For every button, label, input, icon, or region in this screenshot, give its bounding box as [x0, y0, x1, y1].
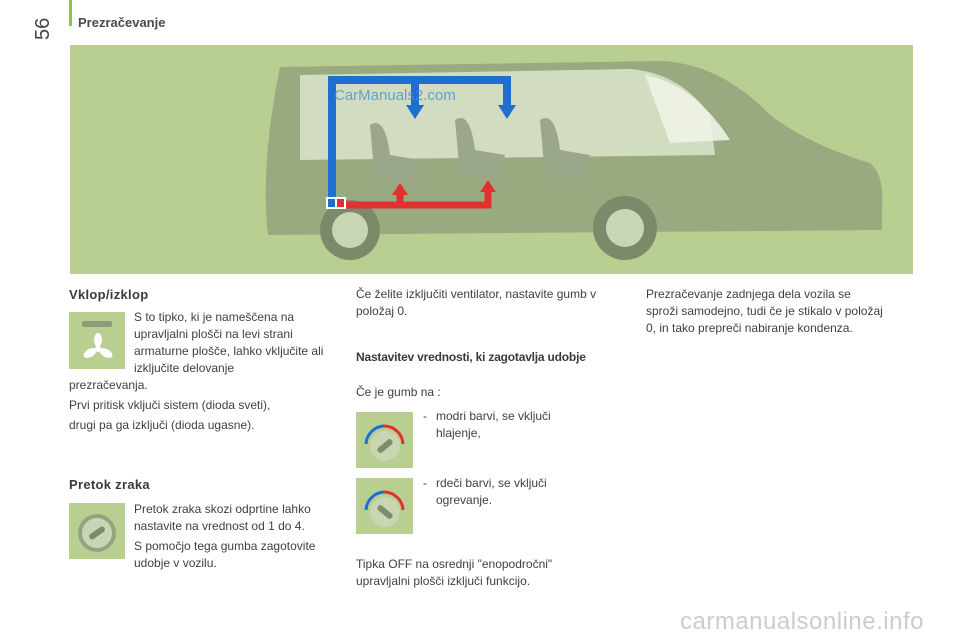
watermark-bottom: carmanualsonline.info	[680, 608, 924, 635]
comfort-title: Nastavitev vrednosti, ki zagotavlja udobje	[356, 350, 586, 364]
fan-icon	[82, 333, 114, 360]
page-number: 56	[32, 17, 54, 40]
knob-red-image	[356, 478, 413, 534]
onoff-second-press: drugi pa ga izključi (dioda ugasne).	[69, 418, 255, 432]
van-ventilation-illustration	[70, 45, 913, 274]
comfort-intro: Če je gumb na :	[356, 385, 441, 399]
airflow-knob-image	[69, 503, 125, 559]
airflow-description: Pretok zraka skozi odprtine lahko nastavite na vrednost od 1 do 4.	[134, 502, 311, 533]
fan-off-instruction: Če želite izključiti ventilator, nastavite gumb v položaj 0.	[356, 287, 597, 318]
led-icon	[82, 321, 112, 327]
onoff-title: Vklop/izklop	[69, 287, 149, 302]
airflow-comfort: S pomočjo tega gumba zagotovite udobje v vozilu.	[134, 539, 316, 570]
watermark-top: CarManuals2.com	[334, 87, 456, 104]
fan-button-image	[69, 312, 125, 369]
rear-ventilation-text: Prezračevanje zadnjega dela vozila se sproži samodejno, tudi če je stikalo v položaj 0, in tako prepreči nabiranje kondenza.	[646, 287, 883, 335]
section-accent-bar	[69, 0, 72, 26]
blue-setting-text: modri barvi, se vključi hlajenje,	[436, 409, 551, 440]
airflow-title: Pretok zraka	[69, 477, 150, 492]
red-setting-text: rdeči barvi, se vključi ogrevanje.	[436, 476, 547, 507]
onoff-description: S to tipko, ki je nameščena na upravljalni plošči na levi strani armaturne plošče, lahko vključite ali izključite delovanje	[134, 310, 324, 375]
knob-blue-image	[356, 412, 413, 468]
onoff-description-cont: prezračevanja.	[69, 378, 148, 392]
off-button-text: Tipka OFF na osrednji "enopodročni" upravljalni plošči izključi funkcijo.	[356, 557, 553, 588]
onoff-first-press: Prvi pritisk vključi sistem (dioda sveti),	[69, 398, 271, 412]
section-title: Prezračevanje	[78, 15, 166, 30]
